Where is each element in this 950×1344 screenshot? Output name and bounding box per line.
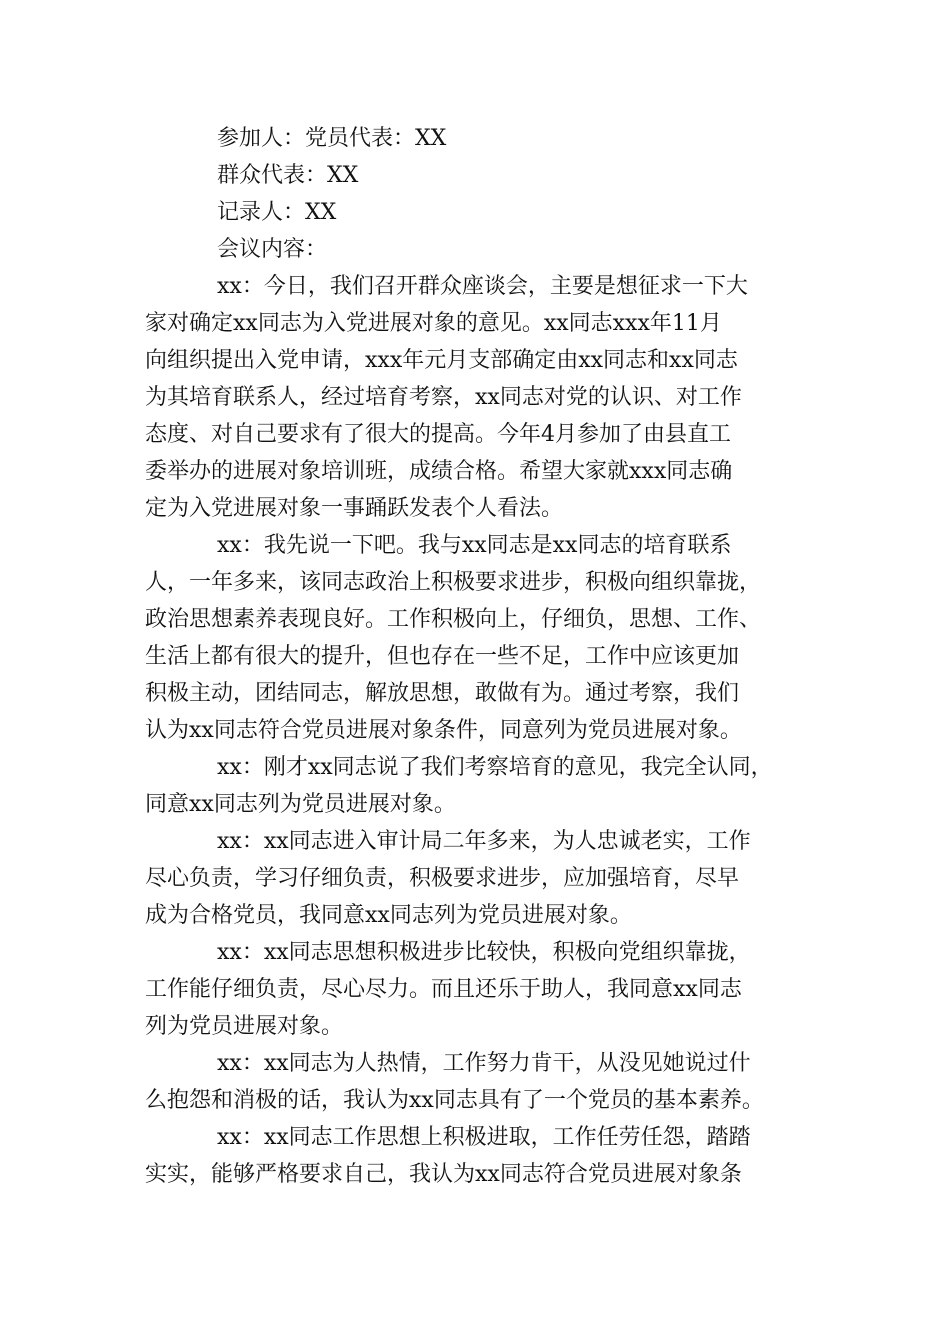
text-line: 列为党员进展对象。 bbox=[145, 1014, 344, 1039]
text-line: 会议内容： bbox=[217, 237, 328, 262]
text-line: 态度、对自己要求有了很大的提高。今年4月参加了由县直工 bbox=[145, 422, 731, 447]
text-line: 尽心负责，学习仔细负责，积极要求进步，应加强培育，尽早 bbox=[145, 866, 740, 891]
text-line: xx：刚才xx同志说了我们考察培育的意见，我完全认同， bbox=[217, 755, 773, 780]
text-line: xx：xx同志思想积极进步比较快，积极向党组织靠拢， bbox=[217, 940, 751, 965]
text-line: 群众代表：XX bbox=[217, 163, 359, 188]
text-line: xx：xx同志为人热情，工作努力肯干，从没见她说过什 bbox=[217, 1051, 751, 1076]
text-line: 生活上都有很大的提升，但也存在一些不足，工作中应该更加 bbox=[145, 644, 740, 669]
document-body bbox=[145, 120, 805, 1193]
text-line: 政治思想素养表现良好。工作积极向上，仔细负，思想、工作、 bbox=[145, 607, 762, 632]
text-line: 向组织提出入党申请，xxx年元月支部确定由xx同志和xx同志 bbox=[145, 348, 738, 373]
text-line: xx：xx同志工作思想上积极进取，工作任劳任怨，踏踏 bbox=[217, 1125, 751, 1150]
text-line: 定为入党进展对象一事踊跃发表个人看法。 bbox=[145, 496, 564, 521]
text-line: 实实，能够严格要求自己，我认为xx同志符合党员进展对象条 bbox=[145, 1162, 742, 1187]
text-line: 同意xx同志列为党员进展对象。 bbox=[145, 792, 456, 817]
text-line: 记录人：XX bbox=[217, 200, 337, 225]
text-line: xx：我先说一下吧。我与xx同志是xx同志的培育联系 bbox=[217, 533, 732, 558]
text-line: 参加人：党员代表：XX bbox=[217, 126, 447, 151]
text-line: xx：今日，我们召开群众座谈会，主要是想征求一下大 bbox=[217, 274, 748, 299]
text-line: 委举办的进展对象培训班，成绩合格。希望大家就xxx同志确 bbox=[145, 459, 733, 484]
text-line: 人，一年多来，该同志政治上积极要求进步，积极向组织靠拢， bbox=[145, 570, 762, 595]
text-line: 积极主动，团结同志，解放思想，敢做有为。通过考察，我们 bbox=[145, 681, 740, 706]
text-line: 为其培育联系人，经过培育考察，xx同志对党的认识、对工作 bbox=[145, 385, 742, 410]
text-line: 么抱怨和消极的话，我认为xx同志具有了一个党员的基本素养。 bbox=[145, 1088, 764, 1113]
text-line: xx：xx同志进入审计局二年多来，为人忠诚老实，工作 bbox=[217, 829, 751, 854]
text-line: 认为xx同志符合党员进展对象条件，同意列为党员进展对象。 bbox=[145, 718, 742, 743]
text-line: 工作能仔细负责，尽心尽力。而且还乐于助人，我同意xx同志 bbox=[145, 977, 742, 1002]
text-line: 成为合格党员，我同意xx同志列为党员进展对象。 bbox=[145, 903, 632, 928]
text-line: 家对确定xx同志为入党进展对象的意见。xx同志xxx年11月 bbox=[145, 311, 722, 336]
